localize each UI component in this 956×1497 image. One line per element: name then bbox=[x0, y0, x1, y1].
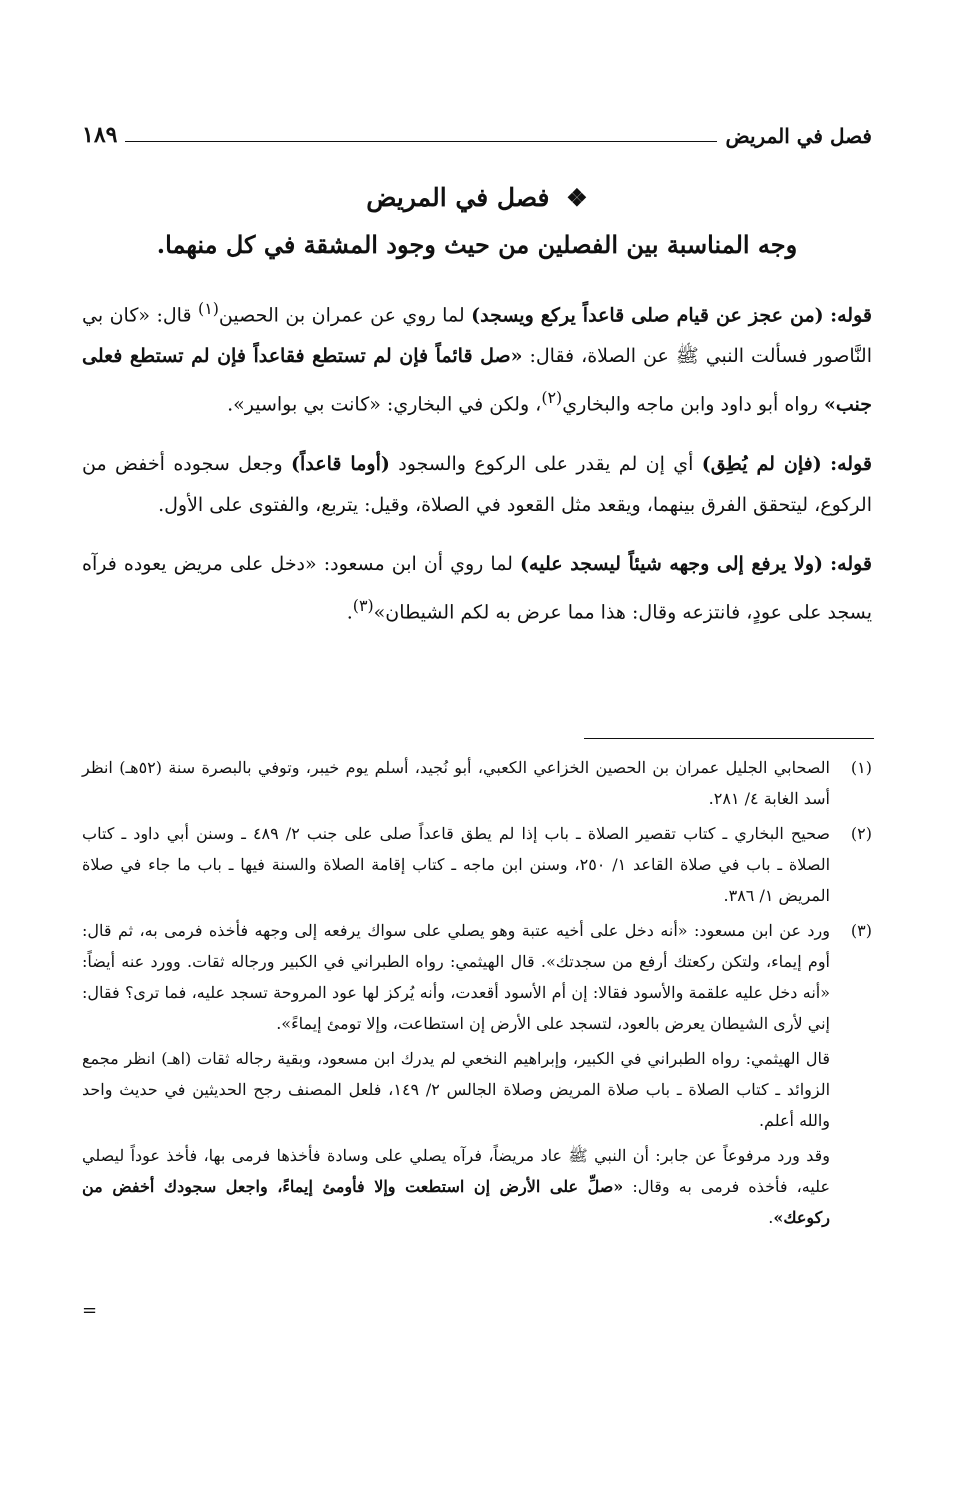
paragraph bbox=[82, 288, 872, 426]
footnotes bbox=[82, 752, 872, 1237]
continuation-mark: = bbox=[82, 1300, 98, 1321]
text-segment: . bbox=[346, 600, 353, 623]
paragraph-lead: قوله: bbox=[830, 552, 873, 575]
footnote-marker: (٢) bbox=[850, 824, 872, 843]
text-segment: . bbox=[768, 1208, 774, 1227]
running-title: فصل في المريض bbox=[725, 124, 872, 148]
footnote-marker: (١) bbox=[850, 758, 872, 777]
text-segment: وجعل سجوده أخفض من الركوع، ليتحقق الفرق بينهما، ويقعد مثل القعود في الصلاة، وقيل: يتربع، والفتوى على الأول. bbox=[82, 452, 872, 516]
text-segment: قال: «كان بي النَّاصور فسألت النبي ﷺ عن الصلاة، فقال: bbox=[82, 304, 872, 368]
paragraph-lead: قوله: bbox=[830, 304, 872, 327]
footnote-separator bbox=[584, 738, 874, 739]
section-title-text: فصل في المريض bbox=[366, 183, 550, 212]
section-title bbox=[82, 178, 872, 218]
text-segment: لما روي عن عمران بن الحصين bbox=[218, 304, 472, 327]
paragraph-lead: قوله: bbox=[830, 452, 872, 475]
running-head bbox=[82, 118, 872, 148]
text-segment: ، ولكن في البخاري: «كانت بي بواسير». bbox=[227, 393, 542, 416]
paragraph bbox=[82, 544, 872, 633]
footnote-ref: (٣) bbox=[352, 595, 374, 615]
header-rule bbox=[125, 141, 717, 142]
footnote-continuation bbox=[82, 1043, 830, 1136]
footnote-continuations bbox=[82, 1043, 872, 1233]
text-segment bbox=[822, 453, 830, 475]
footnote-ref: (٢) bbox=[541, 388, 563, 408]
paragraph bbox=[82, 444, 872, 526]
footnote bbox=[82, 915, 872, 1039]
bold-text: «صلِّ على الأرض إن استطعت وإلا فأومئ إيماءً، واجعل سجودك أخفض من ركوعك» bbox=[82, 1177, 830, 1227]
page-number: ١٨٩ bbox=[82, 122, 118, 148]
footnote-text: صحيح البخاري ـ كتاب تقصير الصلاة ـ باب إذا لم يطق قاعداً صلى على جنب ٢/ ٤٨٩ ـ وسنن أبي داود ـ كتاب الصلاة ـ باب في صلاة القاعد ١/ ٢٥٠، وسنن ابن ماجه ـ كتاب إقامة الصلاة والسنة فيها ـ باب ما جاء في صلاة المريض ١/ ٣٨٦. bbox=[82, 824, 831, 905]
text-segment: رواه أبو داود وابن ماجه والبخاري bbox=[562, 393, 824, 416]
main-text bbox=[82, 288, 872, 651]
text-segment: لما روي أن ابن مسعود: «دخل على مريض يعوده فرآه يسجد على عودٍ، فانتزعه وقال: هذا مما عرض به لكم الشيطان» bbox=[82, 552, 872, 623]
bold-text: (من عجز عن قيام صلى قاعداً يركع ويسجد) bbox=[471, 304, 824, 327]
bold-text: «صل قائماً فإن لم تستطع فقاعداً فإن لم تستطع فعلى جنب» bbox=[82, 345, 872, 416]
text-segment: وقد ورد مرفوعاً عن جابر: أن النبي ﷺ عاد مريضاً، فرآه يصلي على وسادة فأخذها فرمى بها، فأخذ عوداً ليصلي عليه، فأخذه فرمى به وقال: bbox=[82, 1146, 830, 1196]
section-subtitle: وجه المناسبة بين الفصلين من حيث وجود المشقة في كل منهما. bbox=[156, 230, 798, 259]
footnote bbox=[82, 752, 872, 814]
text-segment: قال الهيثمي: رواه الطبراني في الكبير، وإبراهيم النخعي لم يدرك ابن مسعود، وبقية رجاله ثقات (اهـ) انظر مجمع الزوائد ـ كتاب الصلاة ـ باب صلاة المريض وصلاة الجالس ٢/ ١٤٩، فلعل المصنف رجح الحديثين في حديث واحد والله أعلم. bbox=[82, 1049, 831, 1130]
footnote-text: الصحابي الجليل عمران بن الحصين الخزاعي الكعبي، أبو نُجيد، أسلم يوم خيبر، وتوفي بالبصرة سنة (٥٢هـ) انظر أسد الغابة ٤/ ٢٨١. bbox=[82, 758, 830, 808]
footnote-marker: (٣) bbox=[850, 921, 872, 940]
bold-text: (أوما قاعداً) bbox=[291, 452, 390, 475]
text-segment: أي إن لم يقدر على الركوع والسجود bbox=[389, 452, 702, 475]
footnote-list bbox=[82, 752, 872, 1039]
bold-text: (ولا يرفع إلى وجهه شيئاً ليسجد عليه) bbox=[520, 552, 824, 575]
footnote-continuation bbox=[82, 1140, 830, 1233]
footnote-ref: (١) bbox=[198, 299, 219, 318]
footnote-text: ورد عن ابن مسعود: «أنه دخل على أخيه عتبة وهو يصلي على سواك يرفعه إلى وجهه فأخذه فرمى به، ثم قال: أوم إيماء، ولتكن ركعتك أرفع من سجدتك». قال الهيثمي: رواه الطبراني في الكبير ورجاله ثقات. وورد عنه أيضاً: «أنه دخل عليه علقمة والأسود فقالا: إن أم الأسود أقعدت، وأنه يُركز لها عود المروحة تسجد عليه، فما ترى؟ فقال: إني لأرى الشيطان يعرض بالعود، لتسجد على الأرض إن استطاعت، وإلا تومئ إيماءً». bbox=[82, 921, 831, 1033]
bold-text: (فإن لم يُطِق) bbox=[701, 452, 822, 475]
footnote bbox=[82, 818, 872, 911]
ornament-icon: ❖ bbox=[566, 183, 588, 212]
